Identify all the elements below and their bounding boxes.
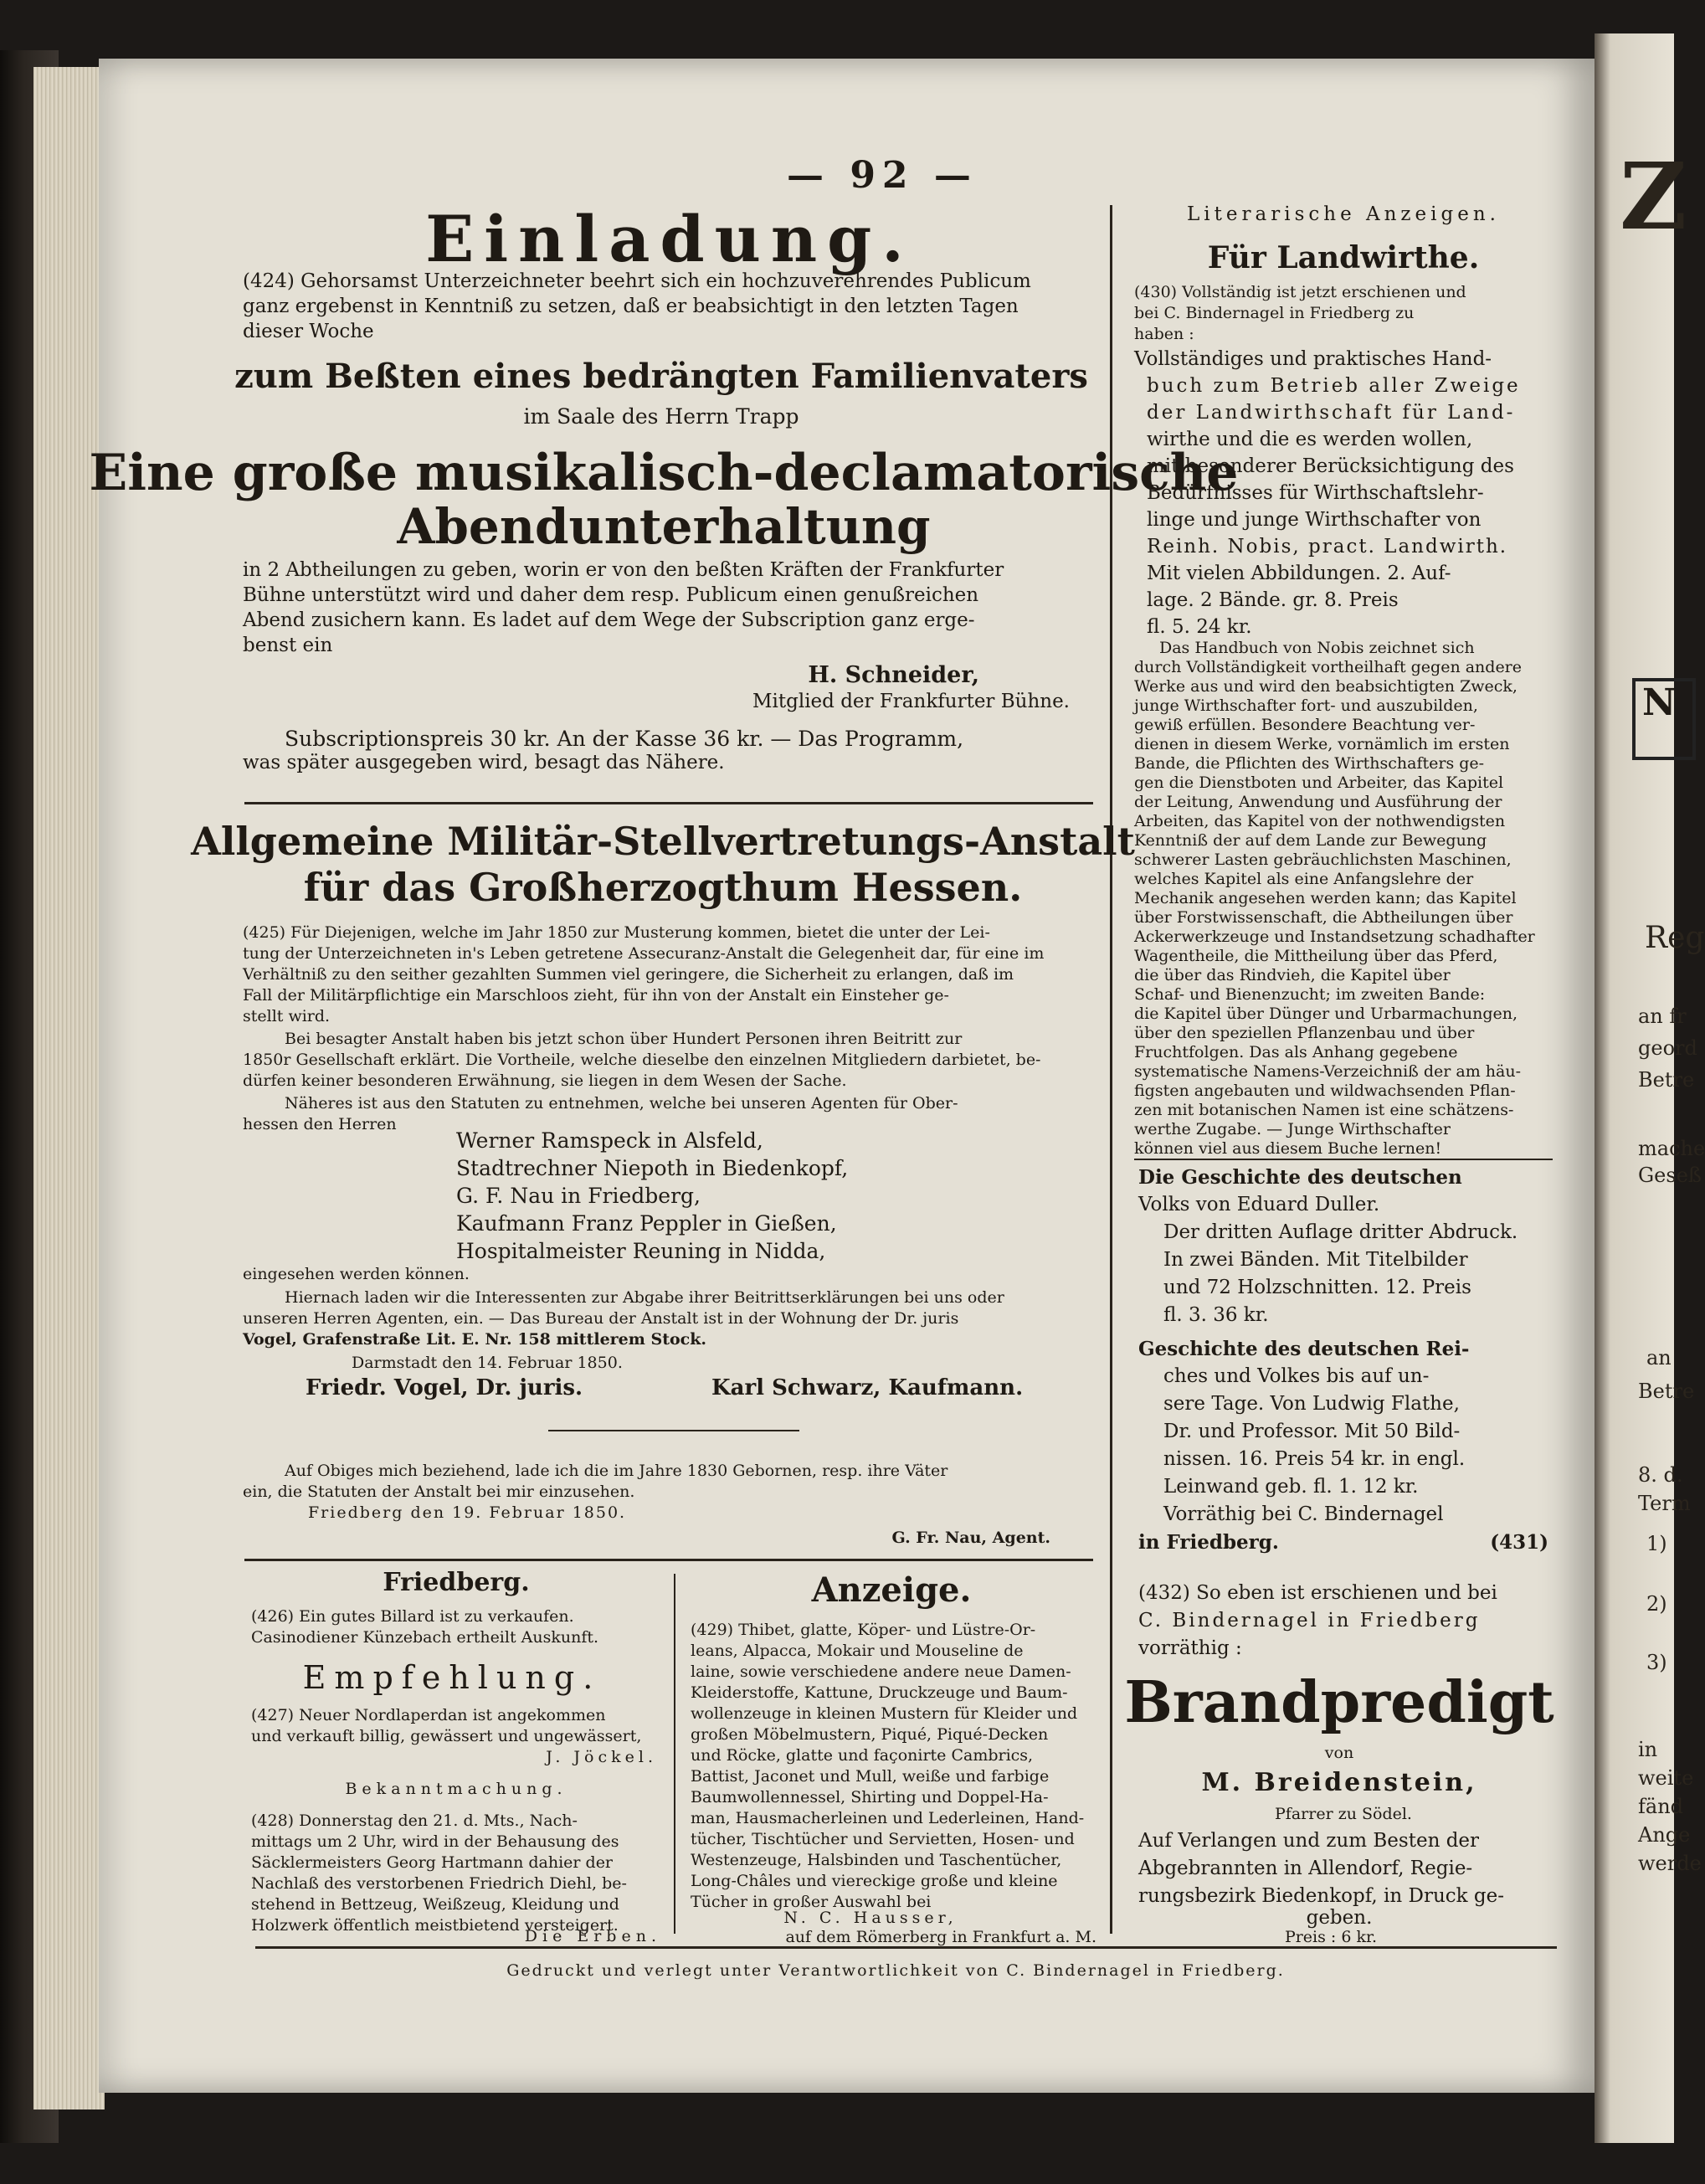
short-rule (548, 1430, 799, 1431)
militaer-sign-left: Friedr. Vogel, Dr. juris. (306, 1375, 583, 1400)
brandpredigt-author: M. Breidenstein, (1201, 1768, 1477, 1797)
einladung-intro-line: (424) Gehorsamst Unterzeichneter beehrt sich ein hochzuverehrendes Publicum (243, 270, 1031, 292)
adjacent-fragment: Ange (1638, 1823, 1691, 1847)
adjacent-fragment: 1) (1646, 1532, 1667, 1555)
militaer-title: Allgemeine Militär-Stellvertretungs-Anstalt (191, 819, 1135, 864)
militaer-para-line: Verhältniß zu den seither gezahlten Summen viel geringere, die Sicherheit zu erlangen, daß im (243, 965, 1014, 984)
anzeige-sign-place: auf dem Römerberg in Frankfurt a. M. (785, 1928, 1096, 1946)
einladung-title: Einladung. (425, 202, 914, 276)
review-line: die Kapitel über Dünger und Urbarmachungen, (1134, 1005, 1518, 1023)
review-line: systematische Namens-Verzeichniß der am häu- (1134, 1062, 1522, 1081)
einladung-body-line: in 2 Abtheilungen zu geben, worin er von den beßten Kräften der Frankfurter (243, 559, 1004, 581)
adjacent-page (1595, 33, 1705, 2143)
friedberg-ad-line: Holzwerk öffentlich meistbietend versteigert. (251, 1916, 619, 1935)
friedberg-ad-line: Säcklermeisters Georg Hartmann dahier der (251, 1853, 614, 1872)
flathe-line: Leinwand geb. fl. 1. 12 kr. (1163, 1476, 1419, 1498)
book-line: Mit vielen Abbildungen. 2. Auf- (1147, 563, 1451, 584)
adjacent-fragment: Betre (1638, 1380, 1695, 1403)
einladung-intro-line: ganz ergebenst in Kenntniß zu setzen, daß er beabsichtigt in den letzten Tagen (243, 295, 1019, 317)
review-line: Werke aus und wird den beabsichtigten Zweck, (1134, 677, 1518, 696)
friedberg-ad-line: stehend in Bettzeug, Weißzeug, Kleidung und (251, 1895, 619, 1914)
flathe-line: in Friedberg. (1138, 1531, 1279, 1554)
anzeige-line: Tücher in großer Auswahl bei (691, 1893, 932, 1911)
militaer-para-line: Hiernach laden wir die Interessenten zur Abgabe ihrer Beitrittserklärungen bei uns oder (285, 1288, 1004, 1307)
anzeige-line: laine, sowie verschiedene andere neue Damen- (691, 1662, 1071, 1681)
einladung-signature-role: Mitglied der Frankfurter Bühne. (752, 691, 1070, 712)
section-rule (1134, 1159, 1553, 1160)
adjacent-fragment: in (1638, 1738, 1658, 1761)
review-line: über den speziellen Pflanzenbau und über (1134, 1024, 1475, 1042)
militaer-agent: Hospitalmeister Reuning in Nidda, (456, 1239, 826, 1263)
duller-line: und 72 Holzschnitten. 12. Preis (1163, 1277, 1471, 1298)
adjacent-fragment: Reg (1645, 921, 1705, 955)
adjacent-fragment: Geseß (1638, 1164, 1702, 1187)
review-line: über Forstwissenschaft, die Abtheilungen über (1134, 908, 1513, 927)
review-line: Kenntniß der auf dem Lande zur Bewegung (1134, 831, 1487, 850)
einladung-price-line: Subscriptionspreis 30 kr. An der Kasse 36 kr. — Das Programm, (285, 727, 964, 751)
review-line: junge Wirthschafter fort- und auszubilden, (1134, 696, 1478, 715)
flathe-line: sere Tage. Von Ludwig Flathe, (1163, 1393, 1460, 1415)
adjacent-fragment: 3) (1646, 1651, 1667, 1674)
review-line: figsten angebauten und wildwachsenden Pflan- (1134, 1082, 1516, 1100)
literary-header: Literarische Anzeigen. (1187, 203, 1500, 225)
section-rule (244, 1559, 1093, 1561)
flathe-number: (431) (1490, 1531, 1548, 1554)
book-line: fl. 5. 24 kr. (1147, 616, 1252, 638)
review-line: Das Handbuch von Nobis zeichnet sich (1159, 639, 1475, 657)
ad-432-line: C. Bindernagel in Friedberg (1138, 1610, 1481, 1632)
adjacent-page-big-letter: Z (1620, 142, 1687, 250)
book-line: wirthe und die es werden wollen, (1147, 429, 1473, 450)
sub-column-divider (674, 1574, 675, 1934)
review-line: die über das Rindvieh, die Kapitel über (1134, 966, 1451, 984)
book-line: lage. 2 Bände. gr. 8. Preis (1147, 589, 1399, 611)
friedberg-ad-line: mittags um 2 Uhr, wird in der Behausung des (251, 1832, 619, 1851)
ad-432-line: (432) So eben ist erschienen und bei (1138, 1582, 1497, 1604)
anzeige-sign: N. C. Hausser, (783, 1909, 958, 1927)
duller-line: Volks von Eduard Duller. (1138, 1194, 1380, 1215)
brandpredigt-von: von (1324, 1744, 1354, 1762)
brand-price: Preis : 6 kr. (1284, 1928, 1378, 1946)
duller-line: fl. 3. 36 kr. (1163, 1304, 1269, 1326)
militaer-title: für das Großherzogthum Hessen. (303, 865, 1023, 910)
book-line: Bedürfnisses für Wirthschaftslehr- (1147, 482, 1484, 504)
friedberg-ad-line: Casinodiener Künzebach ertheilt Auskunft. (251, 1628, 599, 1647)
adjacent-fragment: werde (1638, 1852, 1702, 1875)
review-line: Arbeiten, das Kapitel von der nothwendigsten (1134, 812, 1506, 830)
review-line: können viel aus diesem Buche lernen! (1134, 1139, 1442, 1158)
friedberg-ad-line: (426) Ein gutes Billard ist zu verkaufen. (251, 1607, 574, 1626)
einladung-body-line: benst ein (243, 635, 333, 656)
adjacent-fragment: an (1646, 1346, 1672, 1369)
brandpredigt-author-role: Pfarrer zu Södel. (1275, 1805, 1412, 1823)
militaer-para-line: eingesehen werden können. (243, 1265, 470, 1283)
duller-line: In zwei Bänden. Mit Titelbilder (1163, 1249, 1468, 1271)
ad-430-line: bei C. Bindernagel in Friedberg zu (1134, 304, 1415, 322)
review-line: welches Kapitel als eine Anfangslehre der (1134, 870, 1474, 888)
book-line: der Landwirthschaft für Land- (1147, 402, 1516, 424)
einladung-venue: im Saale des Herrn Trapp (523, 404, 799, 429)
militaer-para-line: Fall der Militärpflichtige ein Marschloos zieht, für ihn von der Anstalt ein Einsteher ge- (243, 986, 949, 1005)
militaer-para-line: stellt wird. (243, 1007, 331, 1025)
adjacent-fragment: Term (1638, 1492, 1691, 1515)
page-number: — 92 — (787, 154, 978, 197)
review-line: dienen in diesem Werke, vornämlich im ersten (1134, 735, 1510, 753)
review-line: Bande, die Pflichten des Wirthschafters ge- (1134, 754, 1485, 773)
militaer-sign-right: Karl Schwarz, Kaufmann. (711, 1375, 1024, 1400)
flathe-line: nissen. 16. Preis 54 kr. in engl. (1163, 1448, 1466, 1470)
adjacent-fragment: 8. d. (1638, 1463, 1683, 1487)
friedberg-ad-line: und verkauft billig, gewässert und ungewässert, (251, 1727, 642, 1745)
page-edges (33, 67, 105, 2109)
anzeige-line: leans, Alpacca, Mokair und Mouseline de (691, 1642, 1024, 1660)
adjacent-fragment: 2) (1646, 1592, 1667, 1616)
flathe-line: ches und Volkes bis auf un- (1163, 1365, 1430, 1387)
ad-430-line: haben : (1134, 325, 1194, 343)
book-line: Reinh. Nobis, pract. Landwirth. (1147, 536, 1508, 558)
empfehlung-heading: Empfehlung. (302, 1659, 602, 1696)
review-line: durch Vollständigkeit vortheilhaft gegen andere (1134, 658, 1523, 676)
book-line: mit besonderer Berücksichtigung des (1147, 455, 1514, 477)
militaer-para-line: Vogel, Grafenstraße Lit. E. Nr. 158 mittlerem Stock. (243, 1330, 706, 1349)
anzeige-line: Kleiderstoffe, Kattune, Druckzeuge und Baum- (691, 1683, 1068, 1702)
militaer-agent: Kaufmann Franz Peppler in Gießen, (456, 1211, 837, 1236)
anzeige-line: Long-Châles und viereckige große und kleine (691, 1872, 1058, 1890)
imprint-footer: Gedruckt und verlegt unter Verantwortlichkeit von C. Bindernagel in Friedberg. (506, 1961, 1285, 1980)
militaer-para-line: (425) Für Diejenigen, welche im Jahr 1850 zur Musterung kommen, bietet die unter der Lei- (243, 923, 990, 942)
anzeige-line: Baumwollennessel, Shirting und Doppel-Ha- (691, 1788, 1049, 1806)
einladung-purpose: zum Beßten eines bedrängten Familienvaters (234, 357, 1088, 396)
review-line: Mechanik angesehen werden kann; das Kapitel (1134, 889, 1517, 907)
brand-line: rungsbezirk Biedenkopf, in Druck ge- (1138, 1885, 1504, 1907)
einladung-body-line: Bühne unterstützt wird und daher dem resp. Publicum einen genußreichen (243, 584, 979, 606)
section-rule (244, 802, 1093, 804)
militaer-para-line: unseren Herren Agenten, ein. — Das Bureau der Anstalt ist in der Wohnung der Dr. juris (243, 1309, 959, 1328)
brand-line: Abgebrannten in Allendorf, Regie- (1138, 1858, 1473, 1879)
friedberg-heading: Friedberg. (383, 1568, 530, 1597)
duller-line: Die Geschichte des deutschen (1138, 1166, 1462, 1189)
friedberg-ad-sign: Die Erben. (524, 1927, 661, 1945)
militaer-agent: Stadtrechner Niepoth in Biedenkopf, (456, 1156, 849, 1180)
review-line: Schaf- und Bienenzucht; im zweiten Bande: (1134, 985, 1486, 1004)
review-line: werthe Zugabe. — Junge Wirthschafter (1134, 1120, 1451, 1138)
militaer-note-line: ein, die Statuten der Anstalt bei mir einzusehen. (243, 1483, 635, 1501)
militaer-note-sign: G. Fr. Nau, Agent. (891, 1529, 1050, 1547)
review-line: schwerer Lasten gebräuchlichsten Maschinen, (1134, 850, 1512, 869)
friedberg-ad-line: (428) Donnerstag den 21. d. Mts., Nach- (251, 1811, 578, 1830)
einladung-headline: Abendunterhaltung (397, 498, 931, 555)
flathe-line: Geschichte des deutschen Rei- (1138, 1338, 1470, 1360)
adjacent-fragment: weite (1638, 1766, 1694, 1790)
review-line: der Leitung, Anwendung und Ausführung der (1134, 793, 1502, 811)
review-line: Wagentheile, die Mittheilung über das Pferd, (1134, 947, 1498, 965)
book-line: linge und junge Wirthschafter von (1147, 509, 1482, 531)
footer-rule (255, 1946, 1557, 1949)
friedberg-ad-line: (427) Neuer Nordlaperdan ist angekommen (251, 1706, 606, 1724)
anzeige-line: Battist, Jaconet und Mull, weiße und farbige (691, 1767, 1050, 1786)
einladung-signature-name: H. Schneider, (808, 662, 979, 688)
brand-line: Auf Verlangen und zum Besten der (1138, 1830, 1480, 1852)
anzeige-line: tücher, Tischtücher und Servietten, Hosen- und (691, 1830, 1075, 1848)
flathe-line: Dr. und Professor. Mit 50 Bild- (1163, 1421, 1461, 1442)
adjacent-fragment: Betre (1638, 1068, 1695, 1092)
anzeige-line: man, Hausmacherleinen und Lederleinen, Hand- (691, 1809, 1085, 1827)
bekanntmachung-heading: Bekanntmachung. (345, 1780, 567, 1798)
militaer-agent: G. F. Nau in Friedberg, (456, 1184, 701, 1208)
book-line: buch zum Betrieb aller Zweige (1147, 375, 1521, 397)
militaer-agent: Werner Ramspeck in Alsfeld, (456, 1128, 763, 1153)
adjacent-fragment: fänd (1638, 1795, 1684, 1818)
duller-line: Der dritten Auflage dritter Abdruck. (1163, 1221, 1518, 1243)
brandpredigt-title: Brandpredigt (1124, 1669, 1554, 1736)
friedberg-ad-line: Nachlaß des verstorbenen Friedrich Diehl, be- (251, 1874, 627, 1893)
militaer-para-line: 1850r Gesellschaft erklärt. Die Vortheile, welche dieselbe den einzelnen Mitgliedern darbietet, be- (243, 1051, 1041, 1069)
anzeige-line: und Röcke, glatte und façonirte Cambrics, (691, 1746, 1034, 1765)
anzeige-line: wollenzeuge in kleinen Mustern für Kleider und (691, 1704, 1078, 1723)
adjacent-fragment: geord (1638, 1036, 1697, 1060)
review-line: Fruchtfolgen. Das als Anhang gegebene (1134, 1043, 1458, 1061)
anzeige-line: großen Möbelmustern, Piqué, Piqué-Decken (691, 1725, 1049, 1744)
anzeige-line: Westenzeuge, Halsbinden und Taschentücher, (691, 1851, 1062, 1869)
militaer-note-line: Auf Obiges mich beziehend, lade ich die im Jahre 1830 Gebornen, resp. ihre Väter (285, 1462, 948, 1480)
militaer-para-line: Näheres ist aus den Statuten zu entnehmen, welche bei unseren Agenten für Ober- (285, 1094, 958, 1113)
militaer-date: Darmstadt den 14. Februar 1850. (352, 1354, 623, 1372)
adjacent-fragment: an fr (1638, 1005, 1687, 1028)
einladung-intro-line: dieser Woche (243, 321, 374, 342)
adjacent-fragment: mache (1638, 1137, 1705, 1160)
ad-432-line: vorräthig : (1138, 1637, 1242, 1659)
einladung-price-line: was später ausgegeben wird, besagt das Nähere. (243, 752, 725, 773)
militaer-para-line: dürfen keiner besonderen Erwähnung, sie liegen in dem Wesen der Sache. (243, 1071, 847, 1090)
landwirthe-title: Für Landwirthe. (1207, 240, 1480, 275)
adjacent-page-box: N (1632, 678, 1696, 760)
brand-line: geben. (1306, 1907, 1373, 1929)
review-line: gen die Dienstboten und Arbeiter, das Kapitel (1134, 773, 1504, 792)
anzeige-line: (429) Thibet, glatte, Köper- und Lüstre-Or- (691, 1621, 1036, 1639)
review-line: zen mit botanischen Namen ist eine schätzens- (1134, 1101, 1514, 1119)
einladung-headline: Eine große musikalisch-declamatorische (89, 444, 1239, 502)
anzeige-heading: Anzeige. (811, 1570, 972, 1610)
militaer-para-line: tung der Unterzeichneten in's Leben getretene Assecuranz-Anstalt die Gelegenheit dar, für eine im (243, 944, 1045, 963)
flathe-line: Vorräthig bei C. Bindernagel (1163, 1503, 1444, 1525)
militaer-para-line: Bei besagter Anstalt haben bis jetzt schon über Hundert Personen ihren Beitritt zur (285, 1030, 963, 1048)
review-line: Ackerwerkzeuge und Instandsetzung schadhafter (1134, 928, 1535, 946)
ad-430-line: (430) Vollständig ist jetzt erschienen und (1134, 283, 1466, 301)
book-line: Vollständiges und praktisches Hand- (1134, 348, 1492, 370)
friedberg-ad-sign: J. Jöckel. (546, 1748, 657, 1766)
militaer-para-line: hessen den Herren (243, 1115, 397, 1133)
einladung-body-line: Abend zusichern kann. Es ladet auf dem Wege der Subscription ganz erge- (243, 609, 975, 631)
review-line: gewiß erfüllen. Besondere Beachtung ver- (1134, 716, 1476, 734)
militaer-note-line: Friedberg den 19. Februar 1850. (308, 1503, 627, 1522)
